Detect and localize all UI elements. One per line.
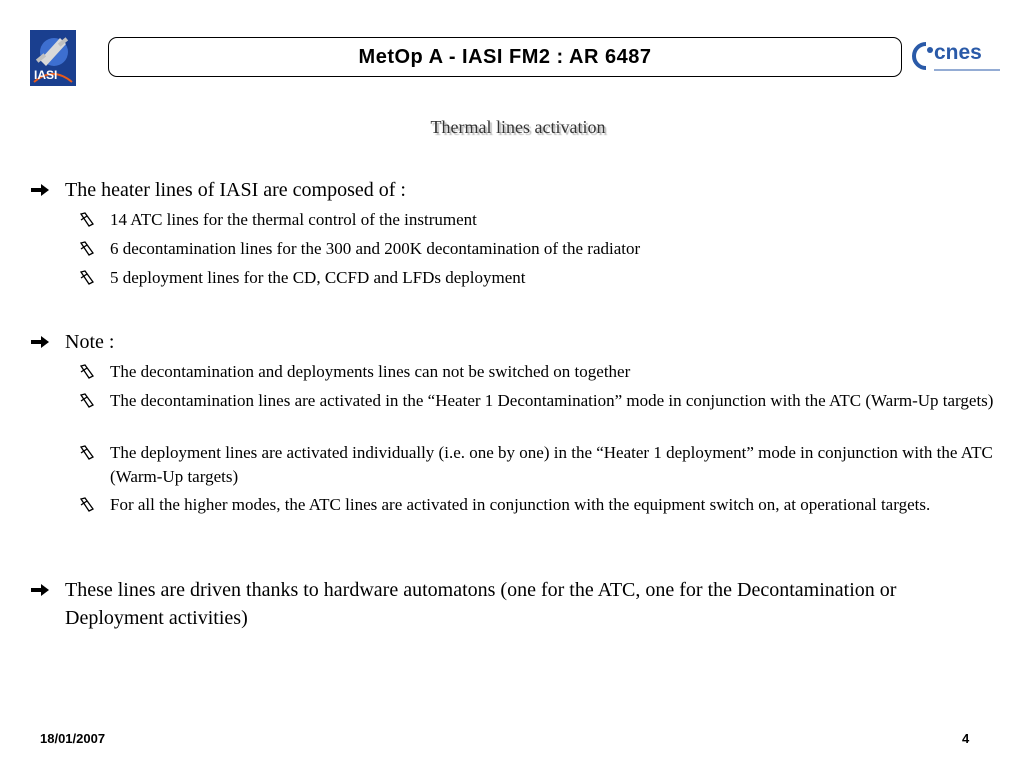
arrow-right-icon [30, 183, 50, 197]
sub-bullet-note-deployment-mode: The deployment lines are activated individually (i.e. one by one) in the “Heater 1 deployment” mode in conjunction with the ATC (Warm-Up targets) [110, 443, 993, 486]
sub-bullet-deployment-lines: 5 deployment lines for the CD, CCFD and LFDs deployment [110, 268, 526, 287]
bullet-note: Note : [65, 331, 115, 353]
pencil-icon [79, 497, 95, 513]
slide-subtitle: Thermal lines activation [430, 117, 606, 137]
cnes-logo-text: cnes [934, 41, 982, 64]
iasi-logo [30, 30, 76, 86]
sub-bullet-note-decontamination-mode: The decontamination lines are activated in the “Heater 1 Decontamination” mode in conjunction with the ATC (Warm-Up targets) [110, 391, 994, 410]
arrow-right-icon [30, 583, 50, 597]
title-box [108, 37, 902, 77]
pencil-icon [79, 212, 95, 228]
bullet-hardware-automatons: These lines are driven thanks to hardware automatons (one for the ATC, one for the Decontamination or Deployment activities) [65, 579, 897, 629]
pencil-icon [79, 241, 95, 257]
pencil-icon [79, 445, 95, 461]
bullet-heater-lines: The heater lines of IASI are composed of : [65, 179, 406, 201]
sub-bullet-note-higher-modes: For all the higher modes, the ATC lines are activated in conjunction with the equipment switch on, at operational targets. [110, 495, 931, 514]
footer-date: 18/01/2007 [40, 731, 106, 746]
pencil-icon [79, 364, 95, 380]
sub-bullet-decontamination-lines: 6 decontamination lines for the 300 and 200K decontamination of the radiator [110, 239, 641, 258]
pencil-icon [79, 393, 95, 409]
iasi-logo-text: IASI [34, 68, 58, 82]
page-number: 4 [962, 731, 970, 746]
sub-bullet-note-exclusive: The decontamination and deployments lines can not be switched on together [110, 362, 631, 381]
pencil-icon [79, 270, 95, 286]
arrow-right-icon [30, 335, 50, 349]
sub-bullet-atc-lines: 14 ATC lines for the thermal control of the instrument [110, 210, 477, 229]
cnes-logo [912, 40, 1004, 74]
page-title: MetOp A - IASI FM2 : AR 6487 [358, 45, 652, 68]
